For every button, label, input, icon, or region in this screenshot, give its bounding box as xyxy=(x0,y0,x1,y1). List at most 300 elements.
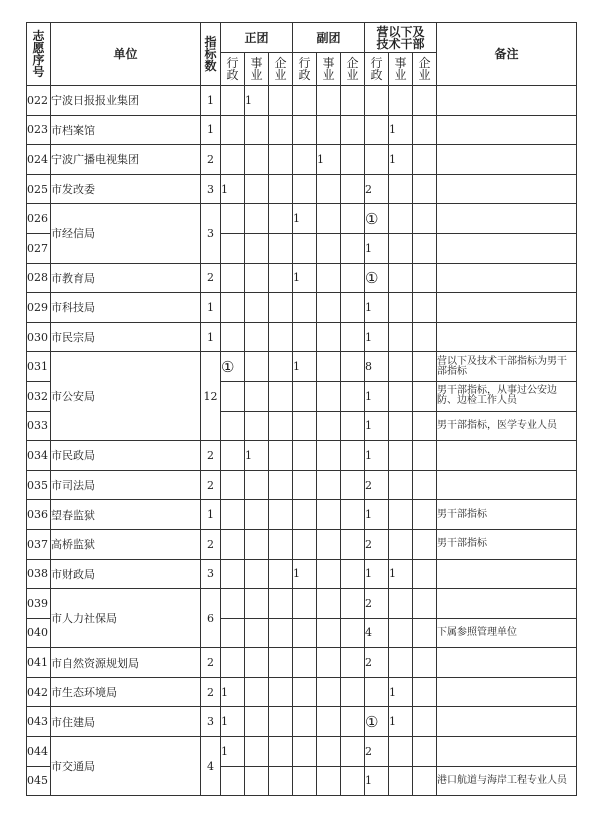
row-number: 025 xyxy=(27,174,51,204)
row-number: 044 xyxy=(27,737,51,767)
quota-cell: 2 xyxy=(365,174,389,204)
quota-cell xyxy=(245,174,269,204)
quota-cell xyxy=(293,145,317,175)
unit-name: 市人力社保局 xyxy=(51,589,201,648)
quota-count: 1 xyxy=(201,115,221,145)
quota-cell xyxy=(413,589,437,619)
quota-cell xyxy=(293,441,317,471)
row-number: 033 xyxy=(27,411,51,441)
quota-cell: ① xyxy=(365,707,389,737)
header-sub-shiye: 事 业 xyxy=(317,53,341,86)
quota-cell xyxy=(269,589,293,619)
unit-name: 望春监狱 xyxy=(51,500,201,530)
quota-count: 1 xyxy=(201,322,221,352)
header-seq: 志 愿 序 号 xyxy=(27,23,51,86)
quota-cell xyxy=(413,470,437,500)
quota-cell xyxy=(221,86,245,116)
quota-cell xyxy=(413,86,437,116)
quota-cell xyxy=(317,293,341,323)
row-note: 下属参照管理单位 xyxy=(437,618,577,648)
quota-cell xyxy=(269,470,293,500)
quota-cell xyxy=(269,174,293,204)
quota-count: 2 xyxy=(201,145,221,175)
quota-cell xyxy=(269,559,293,589)
table-row xyxy=(27,648,577,678)
quota-cell xyxy=(293,500,317,530)
quota-cell xyxy=(341,322,365,352)
quota-cell xyxy=(245,263,269,293)
quota-cell xyxy=(341,648,365,678)
unit-name: 市档案馆 xyxy=(51,115,201,145)
row-number: 037 xyxy=(27,529,51,559)
quota-cell xyxy=(341,441,365,471)
quota-cell xyxy=(341,737,365,767)
quota-table xyxy=(26,22,577,796)
unit-name: 宁波广播电视集团 xyxy=(51,145,201,175)
quota-cell: 1 xyxy=(365,293,389,323)
quota-cell xyxy=(245,766,269,796)
quota-cell xyxy=(317,529,341,559)
quota-cell xyxy=(413,559,437,589)
quota-cell xyxy=(413,500,437,530)
row-number: 028 xyxy=(27,263,51,293)
quota-cell xyxy=(413,352,437,382)
header-sub-shiye: 事 业 xyxy=(389,53,413,86)
header-group-futuan: 副团 xyxy=(293,23,365,53)
quota-cell xyxy=(413,381,437,411)
table-row xyxy=(27,677,577,707)
quota-cell xyxy=(245,470,269,500)
quota-cell xyxy=(221,115,245,145)
row-number: 041 xyxy=(27,648,51,678)
quota-count: 2 xyxy=(201,677,221,707)
unit-name: 市住建局 xyxy=(51,707,201,737)
quota-cell xyxy=(293,411,317,441)
quota-cell xyxy=(389,500,413,530)
row-note: 男干部指标，医学专业人员 xyxy=(437,411,577,441)
unit-name: 市科技局 xyxy=(51,293,201,323)
quota-cell xyxy=(269,529,293,559)
quota-cell xyxy=(341,677,365,707)
quota-cell: 1 xyxy=(221,707,245,737)
quota-cell xyxy=(293,115,317,145)
quota-cell xyxy=(413,204,437,234)
quota-cell: 1 xyxy=(365,411,389,441)
quota-cell: 1 xyxy=(365,322,389,352)
table-row xyxy=(27,115,577,145)
quota-cell xyxy=(221,204,245,234)
quota-cell: ① xyxy=(365,263,389,293)
quota-cell xyxy=(341,559,365,589)
unit-name: 市经信局 xyxy=(51,204,201,263)
quota-cell xyxy=(221,766,245,796)
table-row xyxy=(27,174,577,204)
quota-cell xyxy=(341,411,365,441)
unit-name: 市生态环境局 xyxy=(51,677,201,707)
quota-cell xyxy=(413,737,437,767)
quota-cell xyxy=(389,618,413,648)
row-note xyxy=(437,470,577,500)
quota-cell xyxy=(269,352,293,382)
quota-cell xyxy=(317,233,341,263)
quota-cell xyxy=(221,529,245,559)
quota-cell: 2 xyxy=(365,737,389,767)
quota-cell xyxy=(245,115,269,145)
quota-cell xyxy=(413,411,437,441)
quota-cell xyxy=(317,115,341,145)
quota-cell xyxy=(365,677,389,707)
quota-cell xyxy=(245,618,269,648)
quota-cell: 1 xyxy=(317,145,341,175)
quota-cell xyxy=(389,648,413,678)
quota-cell xyxy=(389,174,413,204)
quota-cell xyxy=(221,559,245,589)
row-note xyxy=(437,204,577,234)
quota-cell: 1 xyxy=(389,559,413,589)
row-number: 045 xyxy=(27,766,51,796)
quota-cell xyxy=(341,529,365,559)
row-number: 027 xyxy=(27,233,51,263)
quota-cell xyxy=(269,263,293,293)
quota-cell xyxy=(341,174,365,204)
quota-cell xyxy=(341,115,365,145)
quota-cell xyxy=(245,500,269,530)
quota-cell xyxy=(293,381,317,411)
quota-count: 6 xyxy=(201,589,221,648)
quota-cell xyxy=(389,766,413,796)
quota-cell xyxy=(413,322,437,352)
quota-cell xyxy=(245,322,269,352)
unit-name: 市公安局 xyxy=(51,352,201,441)
quota-cell xyxy=(269,766,293,796)
quota-cell: 1 xyxy=(365,441,389,471)
row-number: 038 xyxy=(27,559,51,589)
quota-cell xyxy=(293,589,317,619)
quota-cell xyxy=(413,293,437,323)
quota-cell xyxy=(269,707,293,737)
row-number: 031 xyxy=(27,352,51,382)
quota-cell xyxy=(317,322,341,352)
row-number: 032 xyxy=(27,381,51,411)
quota-count: 3 xyxy=(201,707,221,737)
row-note: 男干部指标，从事过公安边防、边检工作人员 xyxy=(437,381,577,411)
row-number: 023 xyxy=(27,115,51,145)
quota-cell xyxy=(413,263,437,293)
quota-cell xyxy=(317,500,341,530)
quota-cell xyxy=(245,293,269,323)
quota-cell xyxy=(221,500,245,530)
quota-cell: 1 xyxy=(245,86,269,116)
quota-cell xyxy=(389,441,413,471)
table-row xyxy=(27,529,577,559)
unit-name: 市民政局 xyxy=(51,441,201,471)
header-unit: 单位 xyxy=(51,23,201,86)
quota-cell xyxy=(317,174,341,204)
row-number: 030 xyxy=(27,322,51,352)
quota-cell xyxy=(269,233,293,263)
quota-cell xyxy=(389,352,413,382)
unit-name: 市交通局 xyxy=(51,737,201,796)
quota-cell: ① xyxy=(221,352,245,382)
quota-cell xyxy=(269,381,293,411)
quota-count: 2 xyxy=(201,648,221,678)
table-body xyxy=(27,86,577,796)
quota-count: 3 xyxy=(201,174,221,204)
row-note: 男干部指标 xyxy=(437,500,577,530)
quota-cell xyxy=(341,293,365,323)
quota-cell xyxy=(245,559,269,589)
quota-cell xyxy=(221,411,245,441)
quota-cell xyxy=(413,174,437,204)
row-note xyxy=(437,115,577,145)
quota-cell xyxy=(413,707,437,737)
quota-cell: 1 xyxy=(293,263,317,293)
quota-cell xyxy=(341,352,365,382)
header-group-yingyixia: 营以下及 技术干部 xyxy=(365,23,437,53)
row-note xyxy=(437,322,577,352)
quota-cell xyxy=(269,293,293,323)
quota-cell xyxy=(341,766,365,796)
row-note: 营以下及技术干部指标为男干部指标 xyxy=(437,352,577,382)
table-row xyxy=(27,145,577,175)
quota-cell xyxy=(269,86,293,116)
row-number: 039 xyxy=(27,589,51,619)
quota-cell xyxy=(389,529,413,559)
row-note: 港口航道与海岸工程专业人员 xyxy=(437,766,577,796)
quota-cell xyxy=(269,441,293,471)
quota-cell xyxy=(413,648,437,678)
header-sub-xingzheng: 行 政 xyxy=(365,53,389,86)
quota-cell xyxy=(341,618,365,648)
quota-cell xyxy=(317,677,341,707)
quota-cell: 1 xyxy=(389,145,413,175)
quota-cell xyxy=(221,589,245,619)
quota-cell xyxy=(221,322,245,352)
unit-name: 高桥监狱 xyxy=(51,529,201,559)
header-sub-xingzheng: 行 政 xyxy=(221,53,245,86)
quota-cell xyxy=(341,86,365,116)
quota-cell xyxy=(245,204,269,234)
quota-cell: 2 xyxy=(365,529,389,559)
row-note xyxy=(437,648,577,678)
quota-cell xyxy=(221,293,245,323)
quota-cell xyxy=(317,204,341,234)
row-note xyxy=(437,677,577,707)
row-number: 022 xyxy=(27,86,51,116)
quota-cell xyxy=(221,618,245,648)
quota-count: 12 xyxy=(201,352,221,441)
quota-cell xyxy=(413,618,437,648)
table-row xyxy=(27,322,577,352)
quota-cell: 1 xyxy=(293,204,317,234)
quota-cell xyxy=(317,86,341,116)
table-row xyxy=(27,204,577,234)
quota-cell xyxy=(293,707,317,737)
quota-cell xyxy=(245,589,269,619)
quota-cell xyxy=(317,559,341,589)
row-number: 029 xyxy=(27,293,51,323)
quota-cell xyxy=(341,381,365,411)
quota-cell xyxy=(413,441,437,471)
row-note xyxy=(437,86,577,116)
quota-cell xyxy=(221,470,245,500)
quota-cell: 1 xyxy=(245,441,269,471)
quota-cell: 1 xyxy=(221,677,245,707)
quota-cell xyxy=(389,411,413,441)
quota-cell xyxy=(317,589,341,619)
table-row xyxy=(27,737,577,767)
quota-cell xyxy=(269,677,293,707)
table-row xyxy=(27,86,577,116)
quota-cell xyxy=(269,648,293,678)
quota-cell xyxy=(269,204,293,234)
unit-name: 市教育局 xyxy=(51,263,201,293)
quota-cell xyxy=(413,233,437,263)
quota-cell xyxy=(317,766,341,796)
quota-cell xyxy=(341,233,365,263)
table-row xyxy=(27,263,577,293)
quota-cell xyxy=(341,470,365,500)
table-row xyxy=(27,352,577,382)
quota-cell xyxy=(389,322,413,352)
quota-cell xyxy=(293,737,317,767)
quota-count: 4 xyxy=(201,737,221,796)
unit-name: 市财政局 xyxy=(51,559,201,589)
quota-cell xyxy=(269,411,293,441)
table-row xyxy=(27,293,577,323)
quota-cell: 8 xyxy=(365,352,389,382)
row-number: 024 xyxy=(27,145,51,175)
quota-cell xyxy=(269,618,293,648)
quota-count: 1 xyxy=(201,293,221,323)
quota-count: 2 xyxy=(201,470,221,500)
quota-cell xyxy=(389,737,413,767)
quota-cell xyxy=(293,648,317,678)
quota-cell xyxy=(245,737,269,767)
quota-cell xyxy=(413,115,437,145)
quota-cell xyxy=(389,233,413,263)
quota-cell xyxy=(317,352,341,382)
quota-cell xyxy=(317,441,341,471)
row-note xyxy=(437,737,577,767)
quota-cell xyxy=(413,145,437,175)
quota-count: 1 xyxy=(201,86,221,116)
row-note: 男干部指标 xyxy=(437,529,577,559)
quota-cell xyxy=(245,381,269,411)
row-number: 040 xyxy=(27,618,51,648)
quota-cell xyxy=(389,204,413,234)
quota-cell xyxy=(269,500,293,530)
quota-cell xyxy=(245,648,269,678)
quota-cell: 4 xyxy=(365,618,389,648)
header-sub-shiye: 事 业 xyxy=(245,53,269,86)
quota-cell: 1 xyxy=(221,174,245,204)
quota-cell xyxy=(293,766,317,796)
quota-cell xyxy=(269,322,293,352)
quota-count: 2 xyxy=(201,263,221,293)
quota-cell xyxy=(293,233,317,263)
quota-cell xyxy=(341,589,365,619)
quota-cell xyxy=(293,677,317,707)
quota-cell xyxy=(389,86,413,116)
unit-name: 市发改委 xyxy=(51,174,201,204)
table-row xyxy=(27,500,577,530)
quota-cell xyxy=(245,529,269,559)
quota-count: 3 xyxy=(201,204,221,263)
table-row xyxy=(27,441,577,471)
quota-cell xyxy=(245,411,269,441)
quota-cell: 1 xyxy=(389,115,413,145)
quota-cell xyxy=(365,145,389,175)
quota-cell xyxy=(389,263,413,293)
quota-cell xyxy=(221,145,245,175)
quota-cell: ① xyxy=(365,204,389,234)
quota-cell xyxy=(389,589,413,619)
quota-cell: 2 xyxy=(365,589,389,619)
quota-count: 2 xyxy=(201,441,221,471)
quota-cell xyxy=(317,263,341,293)
header-sub-qiye: 企 业 xyxy=(269,53,293,86)
quota-cell xyxy=(365,115,389,145)
quota-cell xyxy=(317,648,341,678)
quota-cell xyxy=(293,470,317,500)
row-note xyxy=(437,233,577,263)
quota-cell xyxy=(221,381,245,411)
unit-name: 市民宗局 xyxy=(51,322,201,352)
unit-name: 市司法局 xyxy=(51,470,201,500)
quota-cell: 1 xyxy=(293,559,317,589)
quota-cell: 1 xyxy=(293,352,317,382)
header-count: 指 标 数 xyxy=(201,23,221,86)
row-note xyxy=(437,263,577,293)
unit-name: 宁波日报报业集团 xyxy=(51,86,201,116)
quota-cell: 1 xyxy=(365,381,389,411)
row-note xyxy=(437,559,577,589)
quota-cell xyxy=(389,381,413,411)
header-group-zhengtuan: 正团 xyxy=(221,23,293,53)
quota-cell xyxy=(293,618,317,648)
row-note xyxy=(437,707,577,737)
quota-cell xyxy=(245,677,269,707)
quota-cell xyxy=(245,145,269,175)
quota-cell xyxy=(389,470,413,500)
row-number: 034 xyxy=(27,441,51,471)
quota-cell xyxy=(245,352,269,382)
table-row xyxy=(27,589,577,619)
quota-cell xyxy=(269,115,293,145)
quota-cell xyxy=(317,470,341,500)
row-note xyxy=(437,441,577,471)
quota-cell xyxy=(413,677,437,707)
row-number: 043 xyxy=(27,707,51,737)
row-note xyxy=(437,293,577,323)
quota-cell: 1 xyxy=(389,707,413,737)
quota-cell xyxy=(413,529,437,559)
quota-cell xyxy=(269,145,293,175)
quota-cell xyxy=(269,737,293,767)
quota-cell xyxy=(317,737,341,767)
quota-cell: 1 xyxy=(221,737,245,767)
quota-cell xyxy=(341,204,365,234)
quota-cell xyxy=(341,145,365,175)
quota-cell xyxy=(317,411,341,441)
table-row xyxy=(27,559,577,589)
quota-cell: 2 xyxy=(365,648,389,678)
quota-cell xyxy=(221,648,245,678)
quota-count: 3 xyxy=(201,559,221,589)
quota-cell xyxy=(317,381,341,411)
quota-cell xyxy=(293,293,317,323)
